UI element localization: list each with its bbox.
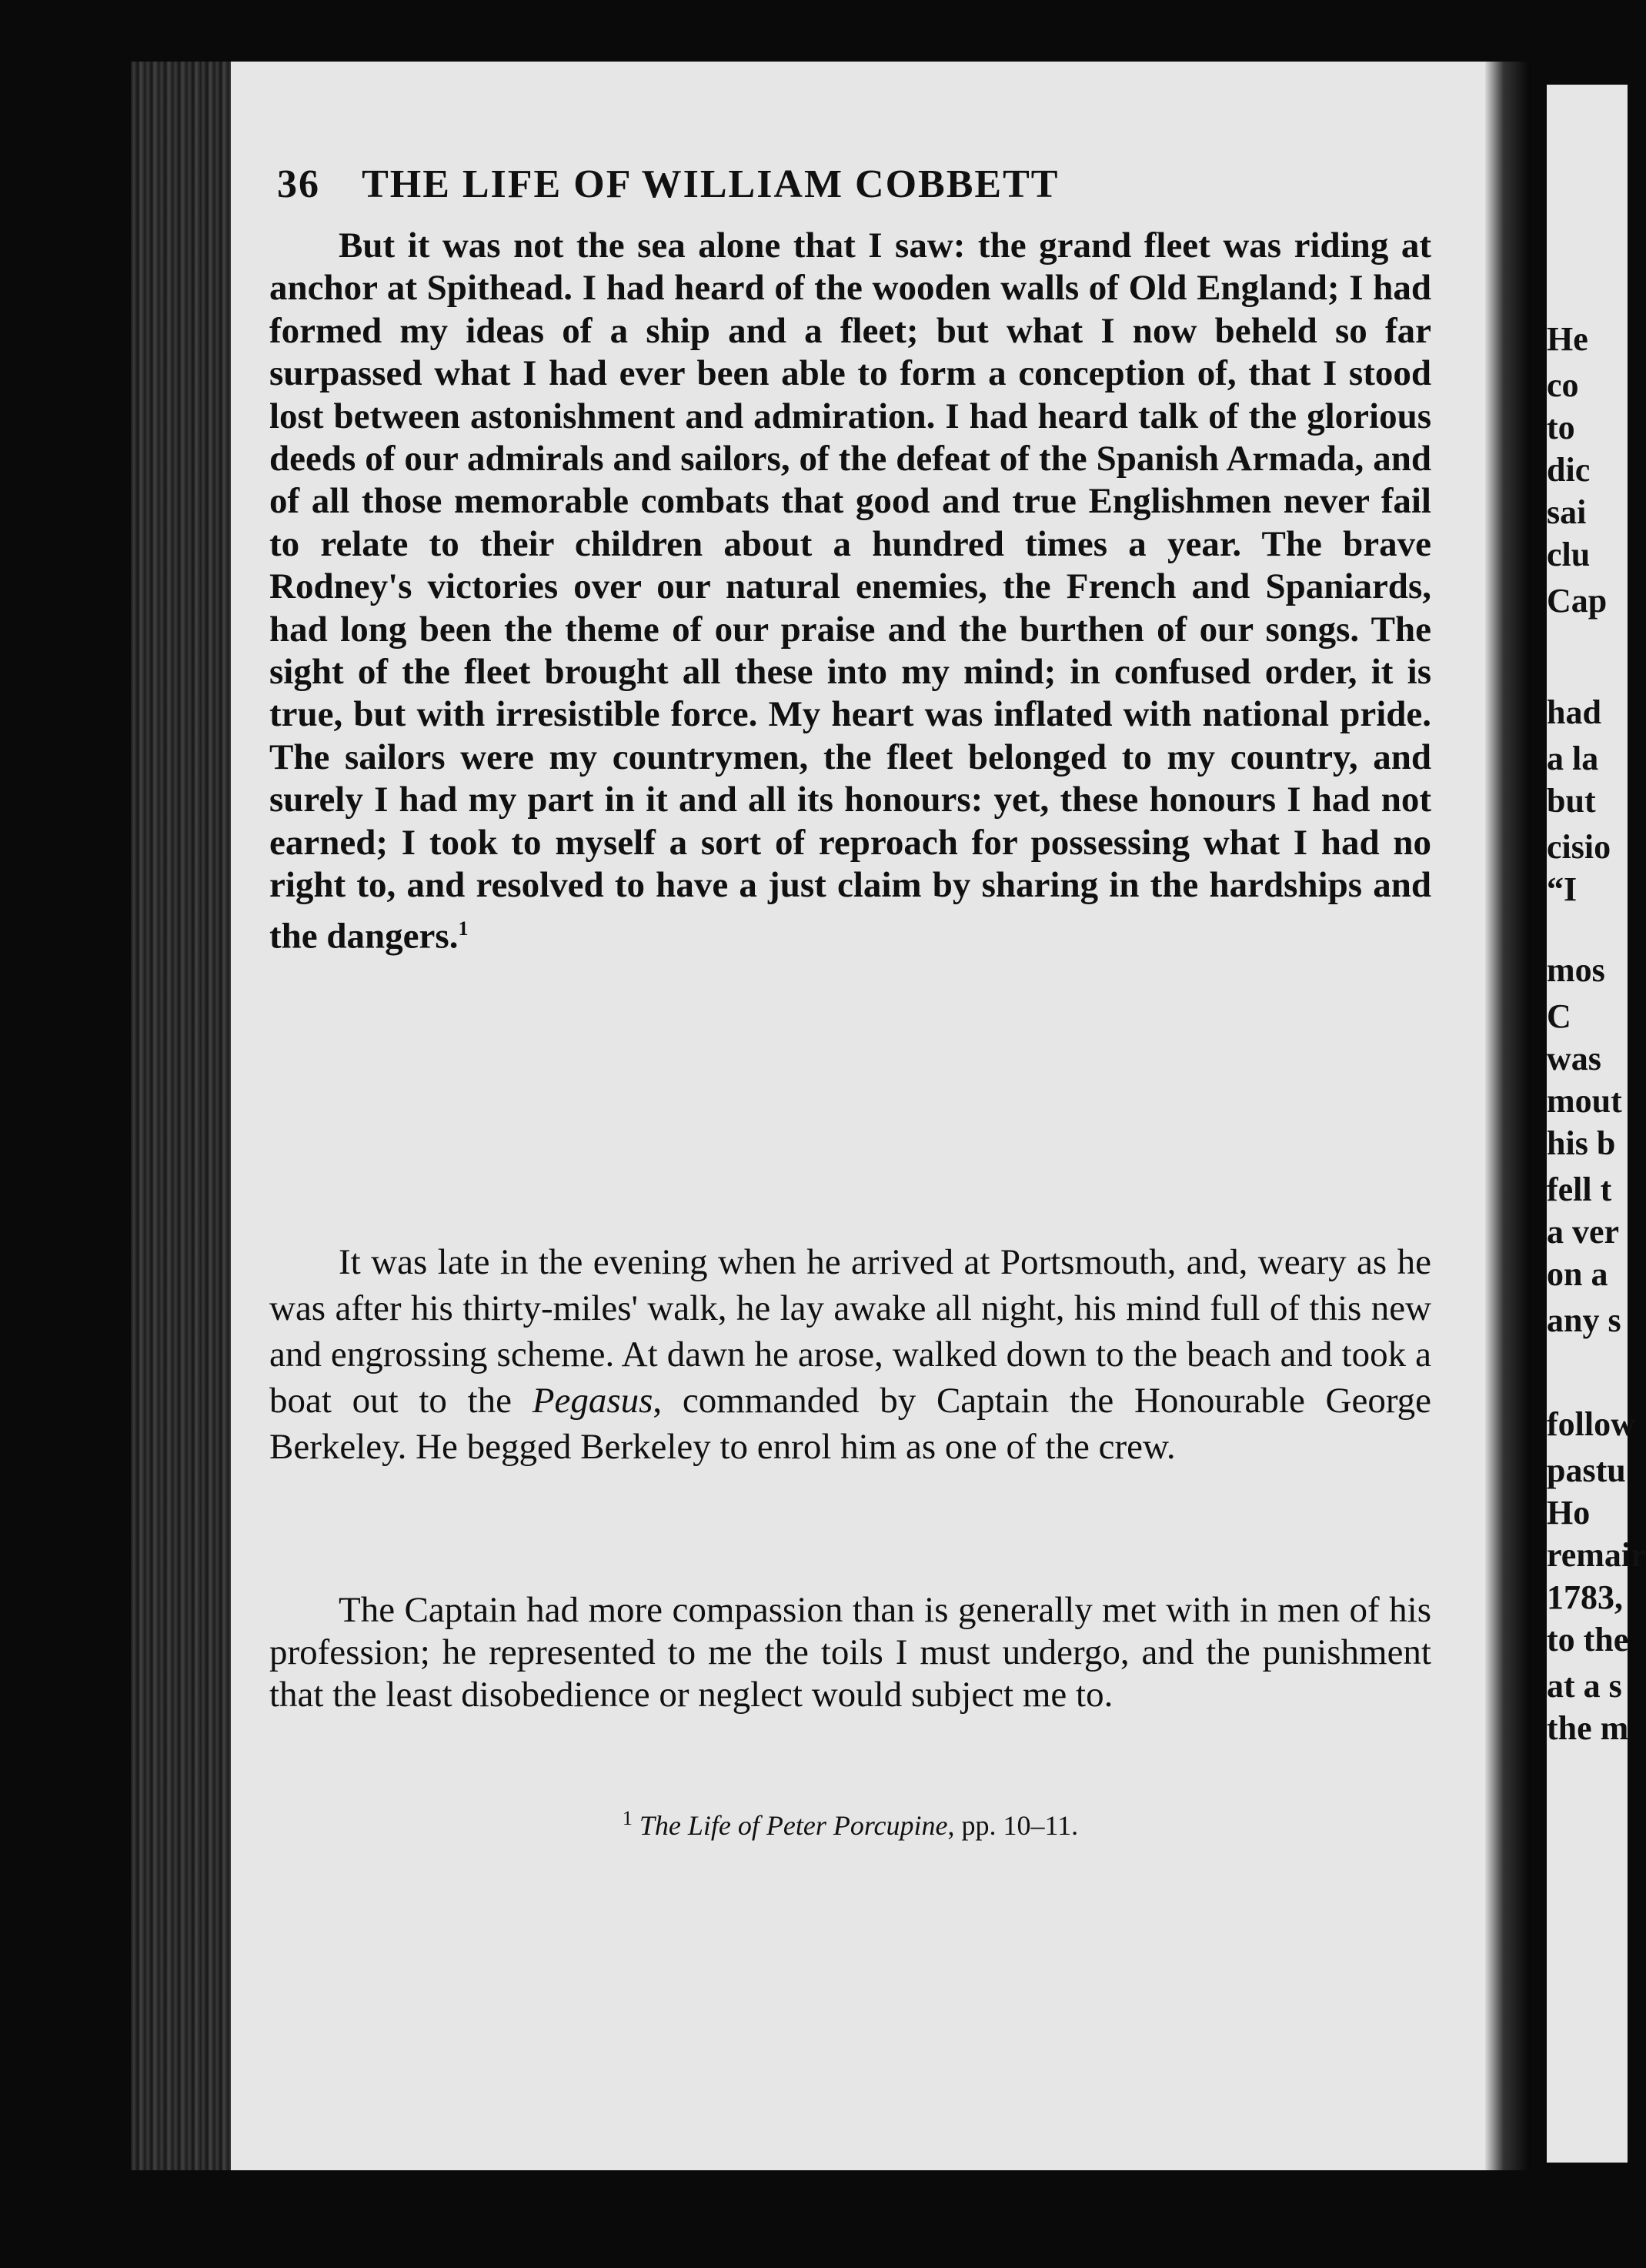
right-page-fragment: mout: [1547, 1082, 1622, 1120]
right-page-fragment: pastu: [1547, 1451, 1626, 1489]
right-page-fragment: Ho: [1547, 1494, 1591, 1531]
right-page-fragment: to: [1547, 409, 1575, 446]
right-page-fragment: a ver: [1547, 1213, 1620, 1251]
right-page-fragment: fell t: [1547, 1171, 1612, 1208]
right-page-fragment: remair: [1547, 1536, 1646, 1574]
book-binding: [131, 62, 231, 2170]
paragraph-arrival-text-b: , commanded by Captain the Honourable George Berkeley. He begged Berkeley to enrol him as one of the crew.: [269, 1381, 1431, 1467]
footnote-title: The Life of Peter Porcupine: [639, 1810, 948, 1841]
right-page-fragment: “I: [1547, 870, 1578, 908]
quote-text: But it was not the sea alone that I saw: the grand fleet was riding at anchor at Spithead. I had heard of the wooden walls of Old England; I had formed my ideas of a ship and a fleet; but what I now beheld so far surpassed what I had ever been able to form a conception of, that I stood lost between astonishment and admiration. I had heard talk of the glorious deeds of our admirals and sailors, of the defeat of the Spanish Armada, and of all those memorable combats that good and true Englishmen never fail to relate to their children about a hundred times a year. The brave Rodney's victories over our natural enemies, the French and Spaniards, had long been the theme of our praise and the burthen of our songs. The sight of the fleet brought all these into my mind; in confused order, it is true, but with irresistible force. My heart was inflated with national pride. The sailors were my countrymen, the fleet belonged to my country, and surely I had my part in it and all its honours: yet, these honours I had not earned; I took to myself a sort of reproach for possessing what I had no right to, and resolved to have a just claim by sharing in the hardships and the dangers.: [269, 225, 1431, 957]
paragraph-captain: [269, 1589, 1431, 1716]
right-page-fragment: co: [1547, 366, 1579, 404]
paragraph-captain-text: The Captain had more compassion than is generally met with in men of his profession; he represented to me the toils I must undergo, and the punishment that the least disobedience or neglect would subject me to.: [269, 1590, 1431, 1715]
right-page-fragment: had: [1547, 693, 1601, 731]
right-page-fragment: the m: [1547, 1709, 1629, 1747]
running-header: [277, 162, 1431, 207]
right-page-fragment: 1783,: [1547, 1578, 1623, 1616]
right-page-fragment: cisio: [1547, 828, 1611, 866]
ship-name: Pegasus: [532, 1381, 653, 1421]
right-page-fragment: He: [1547, 320, 1588, 358]
right-page-fragment: follow: [1547, 1405, 1635, 1443]
right-page-fragment: a la: [1547, 740, 1599, 777]
right-page-fragment: sai: [1547, 493, 1587, 531]
footnote-number: 1: [622, 1807, 633, 1829]
right-page-fragment: his b: [1547, 1124, 1616, 1162]
block-quote: [269, 225, 1431, 958]
footnote: [269, 1807, 1431, 1842]
right-page-fragment: clu: [1547, 536, 1591, 573]
right-page-fragment: any s: [1547, 1301, 1621, 1339]
footnote-marker: 1: [458, 917, 469, 940]
book-gutter: [1485, 62, 1531, 2170]
right-page-fragment: on a: [1547, 1255, 1608, 1293]
right-page-fragment: was: [1547, 1040, 1601, 1077]
right-page-fragment: to the: [1547, 1621, 1629, 1658]
right-page-fragment: but: [1547, 782, 1596, 820]
right-page-fragment: at a s: [1547, 1667, 1622, 1705]
footnote-pages: , pp. 10–11.: [947, 1810, 1079, 1841]
page-number: 36: [277, 162, 320, 206]
right-page-fragment: C: [1547, 997, 1571, 1035]
right-page-fragment: Cap: [1547, 582, 1608, 620]
right-page-fragment: dic: [1547, 451, 1591, 489]
right-page-edge: [1547, 85, 1646, 2163]
paragraph-arrival-text-a: It was late in the evening when he arrived at Portsmouth, and, weary as he was after his thirty-miles' walk, he lay awake all night, his mind full of this new and engrossing scheme. At dawn he arose, walked down to the beach and took a boat out to the: [269, 1242, 1431, 1421]
paragraph-arrival: [269, 1239, 1431, 1470]
running-head-title: THE LIFE OF WILLIAM COBBETT: [362, 162, 1060, 206]
right-page-fragment: mos: [1547, 951, 1605, 989]
